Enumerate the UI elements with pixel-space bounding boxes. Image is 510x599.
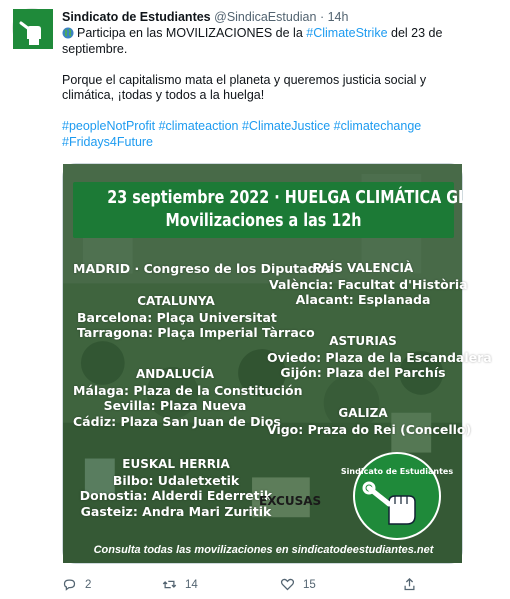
tweet-text (62, 26, 462, 166)
location-line: Málaga: Plaza de la Constitución (73, 382, 303, 398)
tweet-line1-suffix: del 23 de septiembre. (62, 26, 443, 56)
location-line: Donostia: Alderdi Ederretik (79, 488, 273, 503)
globe-icon (62, 27, 74, 39)
tweet-paragraph-1 (62, 26, 462, 57)
like-button[interactable] (280, 577, 316, 592)
location-line: Gijón: Plaza del Parchís (280, 365, 446, 380)
region-galiza (267, 406, 472, 437)
region-asturias (267, 334, 492, 381)
region-title: GALIZA (338, 406, 388, 420)
retweet-count: 14 (185, 578, 198, 591)
poster-banner (73, 182, 510, 238)
sindicato-logo (340, 452, 454, 540)
author-name[interactable]: Sindicato de Estudiantes (62, 10, 211, 24)
retweet-button[interactable] (162, 577, 198, 592)
timestamp[interactable]: 14h (327, 10, 349, 24)
hashtag-climatestrike[interactable]: #ClimateStrike (306, 26, 388, 40)
raised-fist-icon (340, 454, 454, 538)
region-title: EUSKAL HERRIA (122, 457, 230, 471)
tweet-paragraph-2: Porque el capitalismo mata el planeta y queremos justicia social y climática, ¡todas y todos a la huelga! (62, 72, 427, 102)
tweet-line1-prefix: Participa en las MOVILIZACIONES de la (77, 26, 307, 40)
location-line: Cádiz: Plaza San Juan de Dios (73, 413, 281, 429)
madrid-location: MADRID · Congreso de los Diputados (73, 261, 333, 276)
location-line: Vigo: Praza do Rei (Concello) (267, 421, 472, 437)
poster-headline-1: 23 septiembre 2022 · HUELGA CLIMÁTICA GLOBAL (107, 188, 510, 208)
location-line: Bilbo: Udaletxetik (112, 472, 240, 488)
reply-count: 2 (85, 578, 92, 591)
location-line: Alacant: Esplanada (295, 292, 431, 307)
like-count: 15 (303, 578, 316, 591)
region-pais-valencia (269, 261, 468, 308)
location-line: València: Facultat d'Història (269, 276, 468, 292)
region-euskal-herria (77, 457, 275, 519)
reply-button[interactable] (62, 577, 91, 592)
region-title: ASTURIAS (329, 334, 397, 348)
tweet-actions (62, 577, 462, 595)
poster-headline-2: Movilizaciones a las 12h (165, 211, 362, 231)
tweet-header (62, 9, 348, 25)
location-line: Oviedo: Plaza de la Escandalera (267, 349, 492, 365)
location-line: Tarragona: Plaça Imperial Tàrraco (77, 325, 315, 340)
heart-icon (280, 577, 295, 592)
reply-icon (62, 577, 77, 592)
region-title: PAÍS VALENCIÀ (312, 261, 414, 275)
retweet-icon (162, 577, 177, 592)
region-catalunya (77, 294, 315, 341)
hashtags-line-1[interactable]: #peopleNotProfit #climateaction #ClimateJustice #climatechange (62, 119, 422, 133)
location-line: Barcelona: Plaça Universitat (77, 309, 277, 325)
region-title: CATALUNYA (137, 294, 215, 308)
share-icon (402, 577, 417, 592)
separator-dot: · (319, 10, 325, 24)
fist-logo-icon (13, 9, 53, 49)
avatar[interactable] (12, 8, 52, 48)
logo-text: Sindicato de Estudiantes (340, 467, 454, 476)
location-line: Gasteiz: Andra Mari Zuritik (80, 503, 272, 519)
hashtags-line-2[interactable]: #Fridays4Future (62, 134, 154, 149)
tweet-hashtags (62, 119, 462, 150)
tweet-image[interactable] (62, 163, 510, 564)
author-handle[interactable]: @SindicaEstudian (214, 10, 317, 24)
svg-text:Sindicato de Estudiantes (341, 467, 453, 476)
location-line: Sevilla: Plaza Nueva (103, 398, 247, 413)
protest-sign-text: EXCUSAS (259, 494, 322, 508)
region-andalucia (73, 367, 303, 429)
region-title: ANDALUCÍA (135, 367, 215, 381)
share-button[interactable] (402, 577, 417, 592)
poster-footer[interactable]: Consulta todas las movilizaciones en sindicatodeestudiantes.net (93, 544, 434, 556)
